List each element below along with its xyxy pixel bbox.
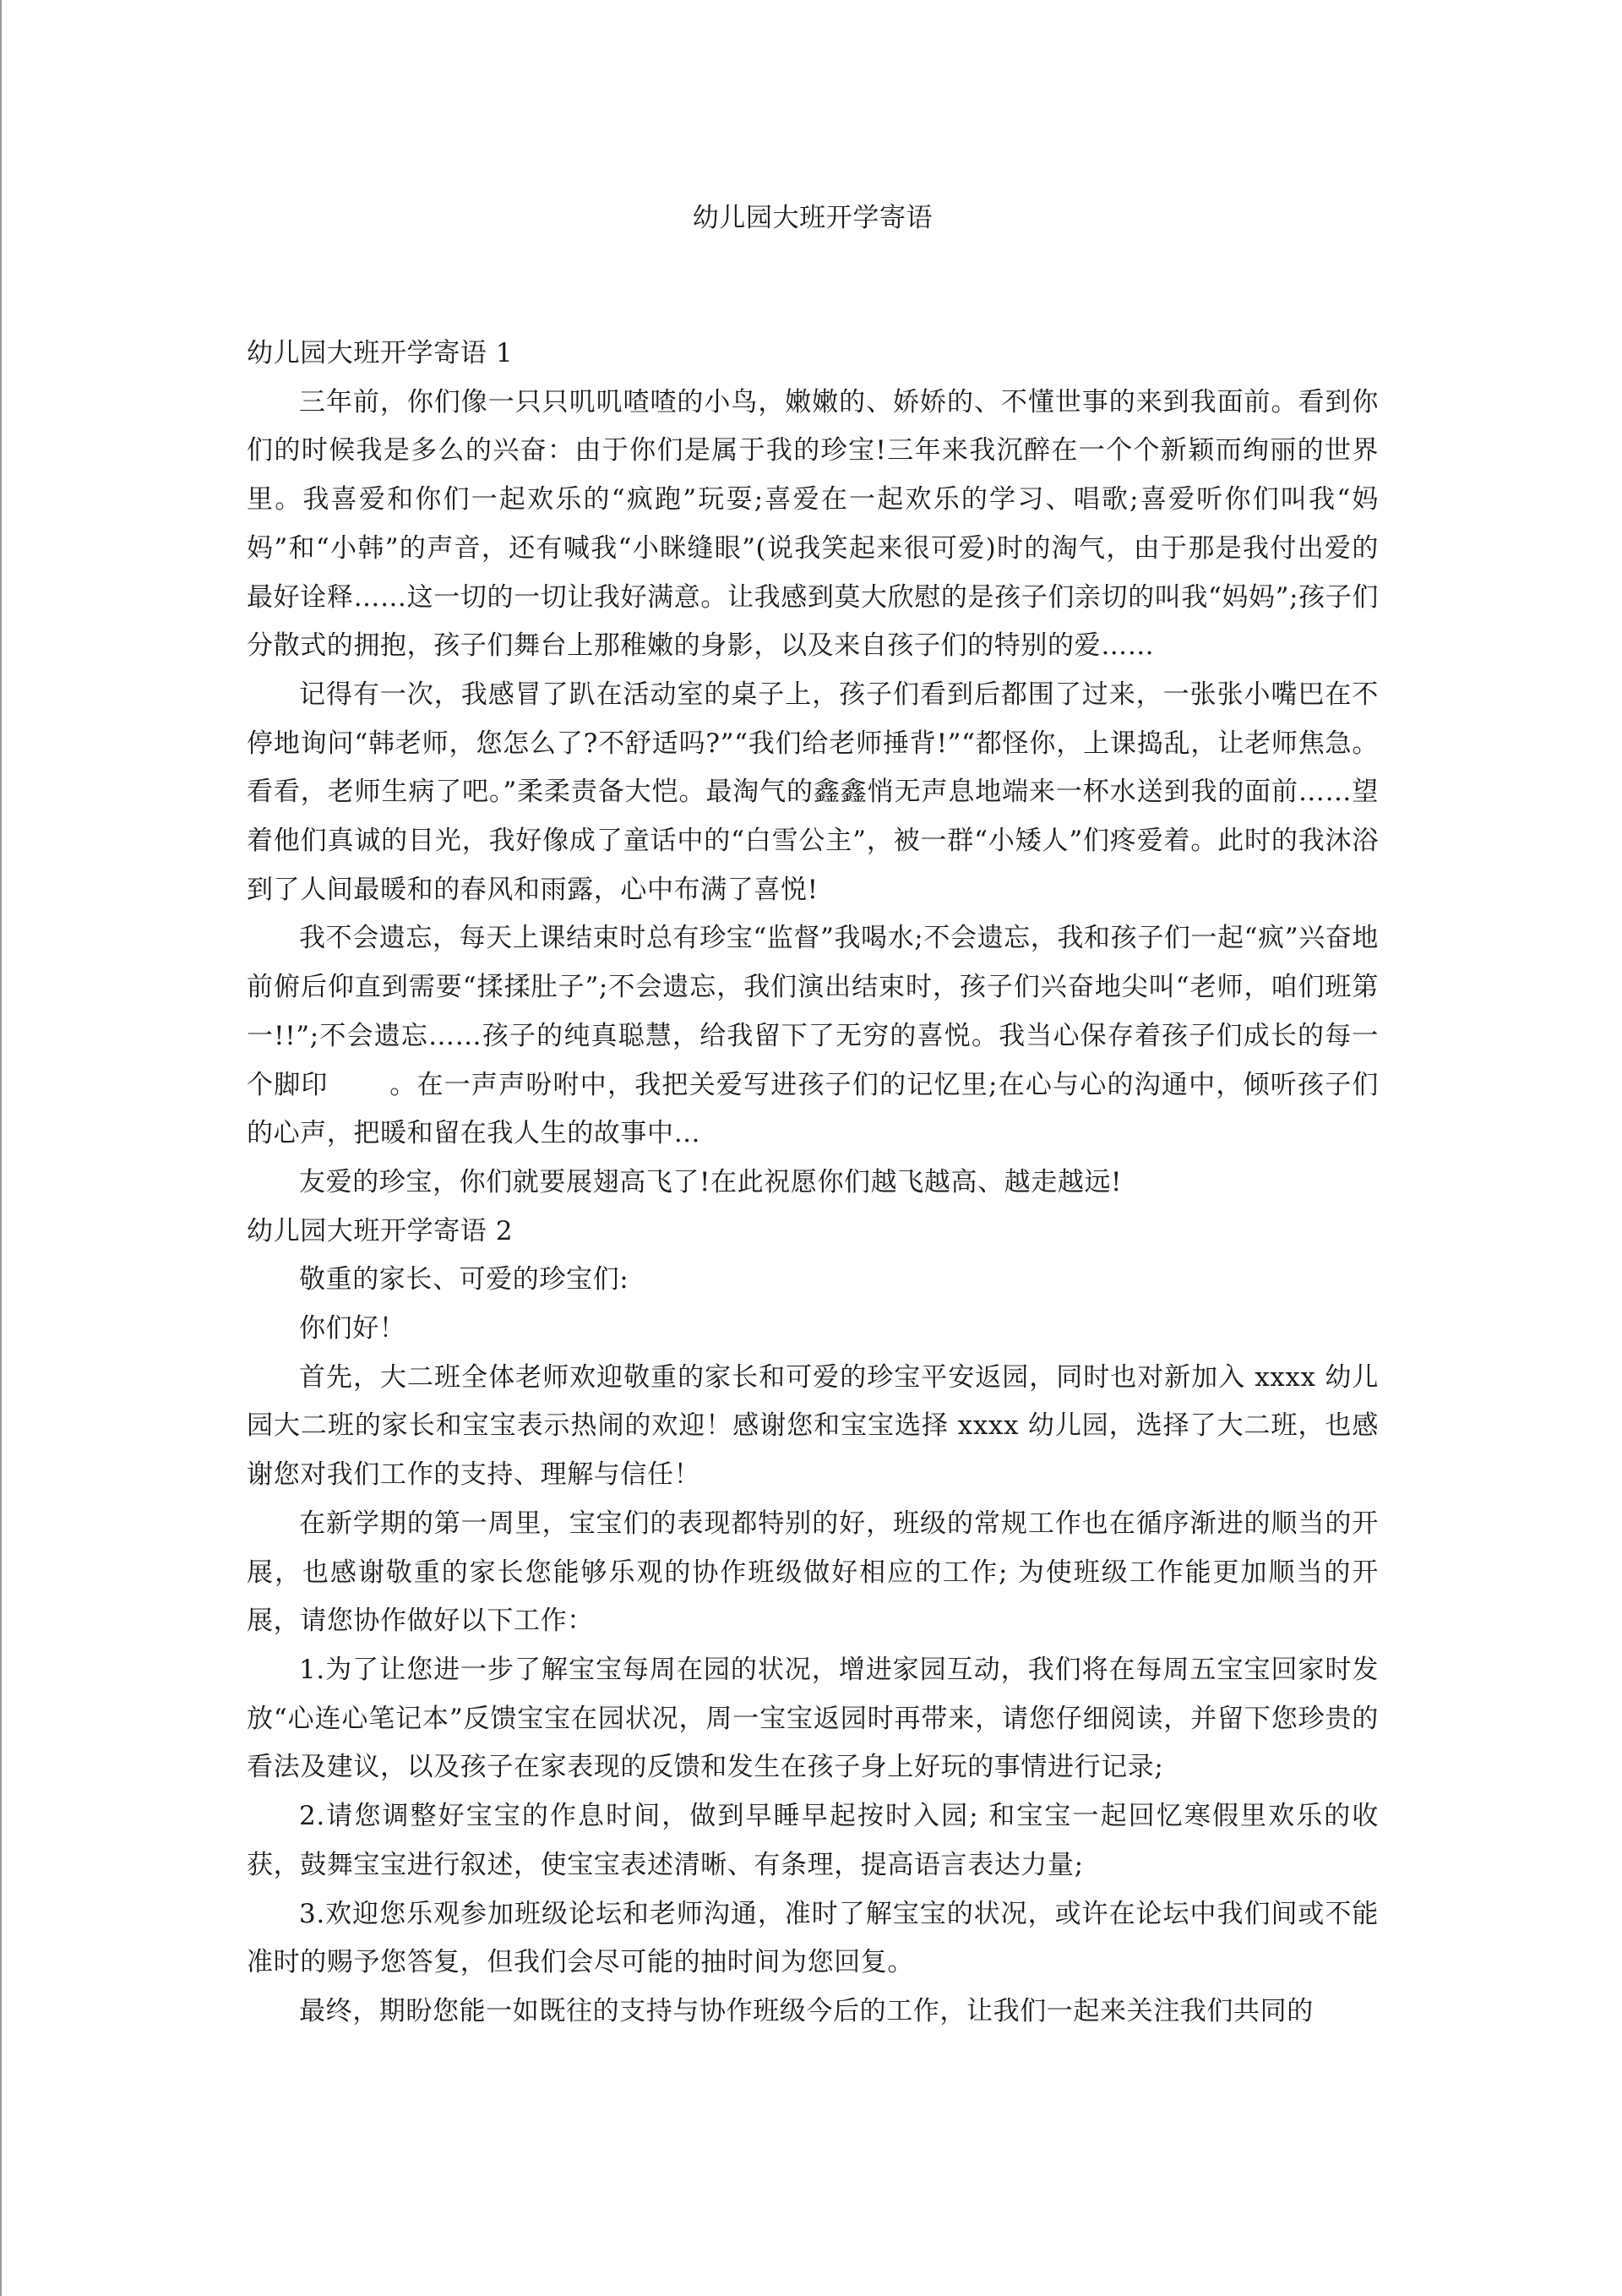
paragraph: 友爱的珍宝，你们就要展翅高飞了!在此祝愿你们越飞越高、越走越远! — [299, 1166, 1123, 1197]
paragraph: 首先，大二班全体老师欢迎敬重的家长和可爱的珍宝平安返园，同时也对新加入 xxxx 幼儿园大二班的家长和宝宝表示热闹的欢迎！感谢您和宝宝选择 xxxx 幼儿园，选择了大二班，也感谢您对我们工作的支持、理解与信任！ — [247, 1361, 1379, 1491]
paragraph-text: 我不会遗忘，每天上课结束时总有珍宝“监督”我喝水;不会遗忘，我和孩子们一起“疯”兴奋地前俯后仰直到需要“揉揉肚子”;不会遗忘，我们演出结束时，孩子们兴奋地尖叫“老师，咱们班第一!!”;不会遗忘……孩子的纯真聪慧，给我留下了无穷的喜悦。我当心保存着孩子们成长的每一个脚印 — [247, 923, 1379, 1100]
document-body — [247, 194, 1379, 2037]
document-title: 幼儿园大班开学寄语 — [692, 203, 933, 233]
section-heading-1: 幼儿园大班开学寄语 1 — [247, 338, 514, 368]
paragraph: 最终，期盼您能一如既往的支持与协作班级今后的工作，让我们一起来关注我们共同的 — [299, 1995, 1314, 2026]
paragraph: 在新学期的第一周里，宝宝们的表现都特别的好，班级的常规工作也在循序渐进的顺当的开展，也感谢敬重的家长您能够乐观的协作班级做好相应的工作; 为使班级工作能更加顺当的开展，请您协作做好以下工作： — [247, 1508, 1379, 1637]
paragraph — [247, 914, 1379, 1159]
greeting: 你们好！ — [299, 1313, 406, 1344]
list-item: 3.欢迎您乐观参加班级论坛和老师沟通，准时了解宝宝的状况，或许在论坛中我们间或不能准时的赐予您答复，但我们会尽可能的抽时间为您回复。 — [247, 1898, 1379, 1978]
paragraph: 记得有一次，我感冒了趴在活动室的桌子上，孩子们看到后都围了过来，一张张小嘴巴在不停地询问“韩老师，您怎么了?不舒适吗?”“我们给老师捶背!”“都怪你，上课捣乱，让老师焦急。看看，老师生病了吧。”柔柔责备大恺。最淘气的鑫鑫悄无声息地端来一杯水送到我的面前……望着他们真诚的目光，我好像成了童话中的“白雪公主”，被一群“小矮人”们疼爱着。此时的我沐浴到了人间最暖和的春风和雨露，心中布满了喜悦! — [247, 679, 1379, 905]
section-heading-2: 幼儿园大班开学寄语 2 — [247, 1215, 514, 1246]
paragraph-text: 。在一声声吩咐中，我把关爱写进孩子们的记忆里;在心与心的沟通中，倾听孩子们的心声，把暖和留在我人生的故事中… — [247, 1069, 1380, 1149]
paragraph: 三年前，你们像一只只叽叽喳喳的小鸟，嫩嫩的、娇娇的、不懂世事的来到我面前。看到你们的时候我是多么的兴奋：由于你们是属于我的珍宝!三年来我沉醉在一个个新颖而绚丽的世界里。我喜爱和你们一起欢乐的“疯跑”玩耍;喜爱在一起欢乐的学习、唱歌;喜爱听你们叫我“妈妈”和“小韩”的声音，还有喊我“小眯缝眼”(说我笑起来很可爱)时的淘气，由于那是我付出爱的最好诠释……这一切的一切让我好满意。让我感到莫大欣慰的是孩子们亲切的叫我“妈妈”;孩子们分散式的拥抱，孩子们舞台上那稚嫩的身影，以及来自孩子们的特别的爱…… — [247, 386, 1379, 662]
list-item: 1.为了让您进一步了解宝宝每周在园的状况，增进家园互动，我们将在每周五宝宝回家时发放“心连心笔记本”反馈宝宝在园状况，周一宝宝返园时再带来，请您仔细阅读，并留下您珍贵的看法及建议，以及孩子在家表现的反馈和发生在孩子身上好玩的事情进行记录; — [247, 1654, 1379, 1783]
list-item: 2.请您调整好宝宝的作息时间，做到早睡早起按时入园; 和宝宝一起回忆寒假里欢乐的收获，鼓舞宝宝进行叙述，使宝宝表述清晰、有条理，提高语言表达力量; — [247, 1801, 1379, 1880]
greeting: 敬重的家长、可爱的珍宝们: — [299, 1264, 629, 1295]
